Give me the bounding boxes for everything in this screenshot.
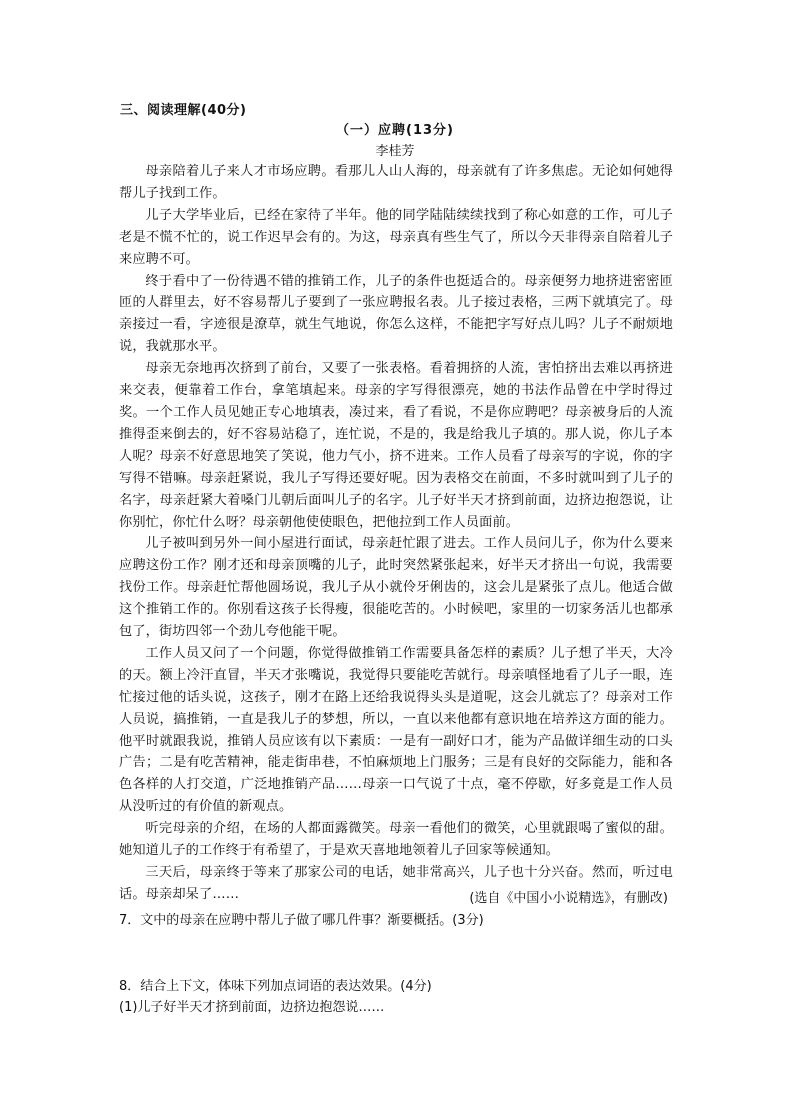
paragraph: 母亲陪着儿子来人才市场应聘。看那儿人山人海的，母亲就有了许多焦虑。无论如何她得帮儿子找到工作。 xyxy=(119,164,673,201)
section-heading: 三、阅读理解(40分) xyxy=(120,103,247,118)
paragraph: 母亲无奈地再次挤到了前台，又要了一张表格。看着拥挤的人流，害怕挤出去难以再挤进来交表，便靠着工作台，拿笔填起来。母亲的字写得很漂亮，她的书法作品曾在中学时得过奖。一个工作人员见她正专心地填表，凑过来，看了看说，不是你应聘吧？母亲被身后的人流推得歪来倒去的，好不容易站稳了，连忙说，不是的，我是给我儿子填的。那人说，你儿子本人呢？母亲不好意思地笑了笑说，他力气小，挤不进来。工作人员看了母亲写的字说，你的字写得不错嘛。母亲赶紧说，我儿子写得还要好呢。因为表格交在前面，不多时就叫到了儿子的名字，母亲赶紧大着嗓门儿朝后面叫儿子的名字。儿子好半天才挤到前面，边挤边抱怨说，让你别忙，你忙什么呀？母亲朝他使使眼色，把他拉到工作人员面前。 xyxy=(119,361,673,530)
passage-source: (选自《中国小小说精选》，有删改) xyxy=(469,891,668,906)
paragraph: 终于看中了一份待遇不错的推销工作，儿子的条件也挺适合的。母亲便努力地挤进密密匝匝的人群里去，好不容易帮儿子要到了一张应聘报名表。儿子接过表格，三两下就填完了。母亲接过一看，字迹很是潦草，就生气地说，你怎么这样，不能把字写好点儿吗？儿子不耐烦地说，我就那水平。 xyxy=(119,273,673,355)
passage-body xyxy=(119,161,673,906)
question-8-part-1: (1)儿子好半天才挤到前面，边挤边抱怨说…… xyxy=(119,1000,385,1015)
question-8: 8．结合上下文，体味下列加点词语的表达效果。(4分) xyxy=(119,979,432,994)
passage-author: 李桂芳 xyxy=(375,144,415,159)
paragraph: 听完母亲的介绍，在场的人都面露微笑。母亲一看他们的微笑，心里就跟喝了蜜似的甜。她知道儿子的工作终于有希望了，于是欢天喜地地领着儿子回家等候通知。 xyxy=(119,821,673,859)
passage-title: （一）应聘(13分) xyxy=(336,123,454,138)
paragraph: 三天后，母亲终于等来了那家公司的电话，她非常高兴，儿子也十分兴奋。然而，听过电话。母亲却呆了…… xyxy=(119,865,673,902)
question-7: 7．文中的母亲在应聘中帮儿子做了哪几件事？渐要概括。(3分) xyxy=(119,913,484,928)
paragraph: 工作人员又问了一个问题，你觉得做推销工作需要具备怎样的素质？儿子想了半天，大冷的天。额上冷汗直冒，半天才张嘴说，我觉得只要能吃苦就行。母亲嗔怪地看了儿子一眼，连忙接过他的话头说，这孩子，刚才在路上还给我说得头头是道呢，这会儿就忘了？母亲对工作人员说，搞推销，一直是我儿子的梦想，所以，一直以来他都有意识地在培养这方面的能力。他平时就跟我说，推销人员应该有以下素质：一是有一副好口才，能为产品做详细生动的口头广告；二是有吃苦精神，能走街串巷，不怕麻烦地上门服务；三是有良好的交际能力，能和各色各样的人打交道，广泛地推销产品……母亲一口气说了十点，毫不停歇，好多竟是工作人员从没听过的有价值的新观点。 xyxy=(119,645,673,815)
paragraph: 儿子被叫到另外一间小屋进行面试，母亲赶忙跟了进去。工作人员问儿子，你为什么要来应聘这份工作？刚才还和母亲顶嘴的儿子，此时突然紧张起来，好半天才挤出一句说，我需要找份工作。母亲赶忙帮他圆场说，我儿子从小就伶牙俐齿的，这会儿是紧张了点儿。他适合做这个推销工作的。你别看这孩子长得瘦，很能吃苦的。小时候吧，家里的一切家务活儿也都承包了，街坊四邻一个劲儿夸他能干呢。 xyxy=(119,536,673,640)
paragraph: 儿子大学毕业后，已经在家待了半年。他的同学陆陆续续找到了称心如意的工作，可儿子老是不慌不忙的，说工作迟早会有的。为这，母亲真有些生气了，所以今天非得亲自陪着儿子来应聘不可。 xyxy=(119,207,673,267)
